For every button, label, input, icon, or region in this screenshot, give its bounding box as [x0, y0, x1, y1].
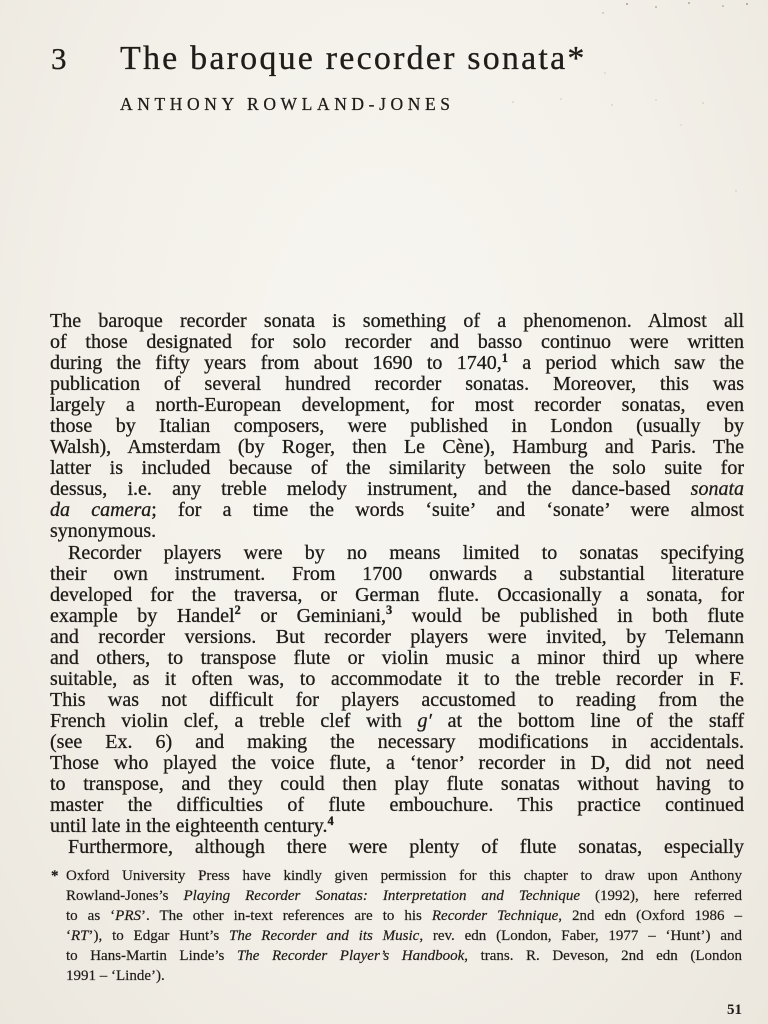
text-run: at the bottom line of the staff	[431, 709, 744, 732]
text-run: Recorder players were by no means limited to sonatas specifying	[68, 541, 744, 564]
text-run: This was not difficult for players accustomed to reading from the	[50, 688, 744, 711]
body-line	[50, 690, 744, 711]
text-run: largely a north-European development, for most recorder sonatas, even	[50, 394, 744, 417]
text-run: suitable, as it often was, to accommodate it to the treble recorder in F.	[50, 667, 744, 690]
text-run: and others, to transpose flute or violin music a minor third up where	[50, 646, 744, 669]
text-run: developed for the traversa, or German flute. Occasionally a sonata, for	[50, 583, 744, 606]
body-line	[50, 813, 744, 838]
footnote-line	[66, 906, 742, 926]
text-run: , 2nd edn (Oxford 1986 –	[558, 908, 742, 924]
scan-speckle	[0, 0, 2, 2]
page-number: 51	[727, 1002, 742, 1018]
chapter-number: 3	[51, 41, 67, 76]
text-run: 1991 – ‘Linde’).	[66, 968, 165, 984]
body-line	[50, 648, 744, 669]
body-line	[50, 732, 744, 753]
text-run: , rev. edn (London, Faber, 1977 – ‘Hunt’) and	[419, 928, 742, 944]
text-run: , trans. R. Deveson, 2nd edn (London	[464, 948, 743, 964]
text-run: their own instrument. From 1700 onwards a substantial literature	[50, 562, 744, 585]
footnote-reference: 4	[327, 813, 334, 828]
text-run: to transpose, and they could then play flute sonatas without having to	[50, 773, 744, 796]
italic-text-run: The Recorder and its Music	[228, 928, 420, 944]
footnote-text	[66, 866, 742, 986]
body-paragraph	[50, 837, 744, 858]
body-line	[50, 311, 744, 332]
body-line	[50, 479, 744, 500]
body-line	[50, 564, 744, 585]
chapter-title-text: The baroque recorder sonata	[120, 40, 568, 77]
text-run: of those designated for solo recorder and basso continuo were written	[50, 331, 744, 354]
italic-text-run: PRS	[115, 908, 141, 924]
body-line	[50, 500, 744, 521]
body-line	[50, 437, 744, 458]
text-run: Rowland-Jones’s	[66, 888, 184, 904]
text-run: publication of several hundred recorder sonatas. Moreover, this was	[50, 373, 744, 396]
body-line	[50, 669, 744, 690]
body-line	[50, 627, 744, 648]
text-run: (see Ex. 6) and making the necessary modifications in accidentals.	[50, 730, 744, 753]
text-run: Oxford University Press have kindly given permission for this chapter to draw upon Anthony	[66, 868, 742, 884]
text-run: Those who played the voice flute, a ‘tenor’ recorder in D, did not need	[50, 751, 744, 774]
body-line	[50, 395, 744, 416]
text-run: until late in the eighteenth century.	[50, 815, 328, 838]
text-run: synonymous.	[50, 520, 157, 543]
italic-text-run: RT	[71, 928, 89, 944]
text-run: ’. The other in-text references are to his	[141, 908, 432, 924]
text-run: The baroque recorder sonata is something of a phenomenon. Almost all	[50, 310, 744, 332]
text-run: Walsh), Amsterdam (by Roger, then Le Cène), Hamburg and Paris. The	[50, 436, 744, 459]
body-line	[50, 543, 744, 564]
body-line	[50, 795, 744, 816]
body-line	[50, 585, 744, 606]
title-footnote-marker: *	[567, 40, 587, 77]
body-line	[50, 837, 744, 858]
body-paragraph	[50, 543, 744, 838]
text-run: Furthermore, although there were plenty of flute sonatas, especially	[68, 836, 744, 859]
text-run: latter is included because of the similarity between the solo suite for	[50, 457, 744, 480]
text-run: example by Handel	[50, 604, 235, 627]
body-line	[50, 374, 744, 395]
footnote-line	[66, 926, 742, 946]
text-run: to as ‘	[66, 908, 116, 924]
body-line	[50, 603, 744, 627]
text-run: during the fifty years from about 1690 to 1740,	[50, 352, 502, 375]
italic-text-run: Recorder Technique	[431, 908, 559, 924]
footnote	[50, 866, 742, 986]
body-line	[50, 332, 744, 353]
body-line	[50, 774, 744, 795]
text-run: (1992), here referred	[580, 888, 742, 904]
italic-text-run: Playing Recorder Sonatas: Interpretation and Technique	[183, 888, 581, 904]
text-run: those by Italian composers, were published in London (usually by	[50, 415, 744, 438]
footnote-line	[66, 866, 742, 886]
footnote-reference: 2	[234, 603, 241, 618]
footnote-line	[66, 946, 742, 966]
text-run: and recorder versions. But recorder players were invited, by Telemann	[50, 625, 744, 648]
chapter-title	[120, 39, 587, 79]
footnote-line	[66, 886, 742, 906]
italic-text-run: da camera	[50, 499, 152, 522]
italic-text-run: sonata	[690, 478, 744, 501]
body-line	[50, 458, 744, 479]
text-run: ’), to Edgar Hunt’s	[88, 928, 229, 944]
footnote-marker: *	[51, 868, 59, 884]
text-run: ‘	[66, 928, 71, 944]
footnote-line	[66, 966, 742, 986]
body-text	[50, 311, 744, 858]
italic-text-run: The Recorder Player’s Handbook	[236, 948, 465, 964]
text-run: to Hans-Martin Linde’s	[66, 948, 237, 964]
footnote-reference: 1	[501, 350, 508, 365]
text-run: a period which saw the	[507, 352, 744, 375]
text-run: or Geminiani,	[240, 604, 387, 627]
text-run: ; for a time the words ‘suite’ and ‘sonate’ were almost	[151, 499, 744, 522]
footnote-reference: 3	[386, 603, 393, 618]
body-line	[50, 753, 744, 774]
text-run: would be published in both flute	[392, 604, 744, 627]
chapter-author: ANTHONY ROWLAND-JONES	[120, 94, 455, 114]
body-line	[50, 350, 744, 375]
text-run: French violin clef, a treble clef with	[50, 709, 418, 732]
text-run: dessus, i.e. any treble melody instrument, and the dance-based	[50, 478, 691, 501]
body-line	[50, 711, 744, 732]
body-line	[50, 521, 744, 542]
body-paragraph	[50, 311, 744, 543]
italic-text-run: g′	[417, 709, 432, 732]
text-run: master the difficulties of flute embouchure. This practice continued	[50, 794, 744, 817]
body-line	[50, 416, 744, 437]
